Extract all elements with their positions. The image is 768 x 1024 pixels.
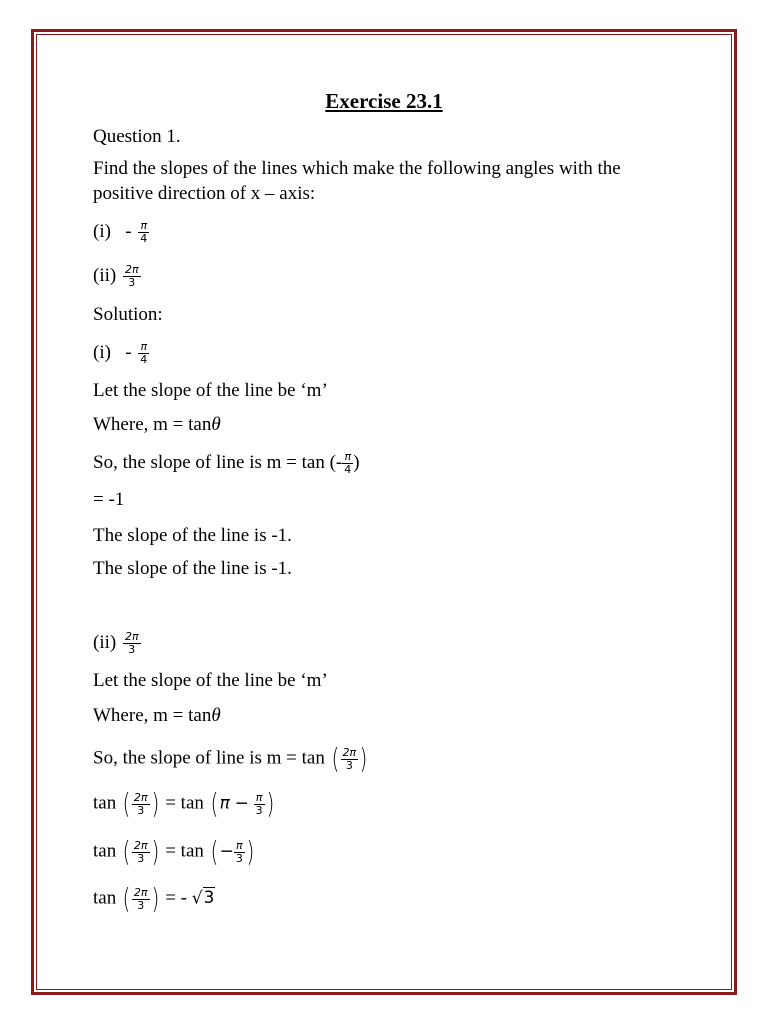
denominator: 4 <box>140 353 148 366</box>
fraction-pi-over-4 <box>138 341 149 366</box>
left-paren: ( <box>122 787 131 820</box>
denominator: 4 <box>344 463 352 476</box>
where-label: Where, m = tan <box>93 705 212 726</box>
equation-step-1 <box>93 787 276 820</box>
slope-formula-i <box>93 451 360 476</box>
solution-label: Solution: <box>93 304 163 325</box>
fraction-pi-over-4 <box>342 451 353 476</box>
where-label: Where, m = tan <box>93 414 212 435</box>
slope-formula-ii <box>93 742 369 775</box>
part-label: (ii) <box>93 264 117 286</box>
fraction-pi-over-4 <box>138 220 149 245</box>
let-slope-text-ii: Let the slope of the line be ‘m’ <box>93 670 328 691</box>
exercise-title: Exercise 23.1 <box>325 89 443 113</box>
fraction-2pi-over-3 <box>132 792 150 817</box>
where-text-ii <box>93 705 221 727</box>
right-paren: ) <box>246 835 255 868</box>
left-paren: ( <box>331 742 339 775</box>
equation-step-2 <box>93 835 256 868</box>
minus-sign: - <box>125 220 132 242</box>
slope-conclusion-2: The slope of the line is -1. <box>93 558 292 579</box>
numerator: 2π <box>124 263 139 276</box>
equals-minus: = - <box>165 887 188 909</box>
tan-label: tan <box>93 792 117 814</box>
equals-tan: = tan <box>165 792 204 814</box>
denominator: 3 <box>235 851 243 865</box>
right-paren: ) <box>266 787 274 820</box>
solution-part-ii <box>93 631 143 656</box>
left-paren: ( <box>122 882 131 915</box>
close-paren: ) <box>353 451 360 473</box>
numerator: π <box>234 840 245 853</box>
slope-formula-text: So, the slope of line is m = tan <box>93 747 325 769</box>
question-part-i <box>93 220 151 245</box>
numerator: π <box>342 451 353 464</box>
denominator: 3 <box>345 758 353 772</box>
numerator: π <box>254 792 265 805</box>
sqrt-value: 3 <box>203 888 215 909</box>
right-paren: ) <box>151 787 159 820</box>
numerator: 2π <box>133 885 148 899</box>
solution-part-i <box>93 341 151 366</box>
part-label: (i) <box>93 220 111 242</box>
fraction-2pi-over-3 <box>123 264 141 289</box>
sqrt-symbol: √ <box>191 888 203 909</box>
equals-tan: = tan <box>165 840 204 862</box>
right-paren: ) <box>359 742 368 775</box>
denominator: 3 <box>137 898 145 912</box>
right-paren: ) <box>151 835 159 868</box>
question-line-1: Find the slopes of the lines which make the following angles with the <box>93 158 621 179</box>
numerator: π <box>138 341 149 354</box>
denominator: 3 <box>255 803 263 817</box>
let-slope-text: Let the slope of the line be ‘m’ <box>93 380 328 401</box>
minus-sign: - <box>125 341 132 363</box>
part-label: (ii) <box>93 631 117 653</box>
tan-label: tan <box>93 887 117 909</box>
fraction-2pi-over-3 <box>123 631 141 656</box>
numerator: 2π <box>133 838 148 852</box>
denominator: 3 <box>137 803 145 817</box>
fraction-pi-over-3 <box>234 840 245 865</box>
tan-label: tan <box>93 840 117 862</box>
denominator: 3 <box>137 851 145 865</box>
numerator: 2π <box>124 630 139 643</box>
left-paren: ( <box>122 835 131 868</box>
denominator: 3 <box>128 643 136 656</box>
part-label: (i) <box>93 341 111 363</box>
pi-symbol: π <box>219 793 230 814</box>
theta-symbol: θ <box>211 414 221 435</box>
minus-symbol: − <box>219 841 234 862</box>
theta-symbol: θ <box>211 705 221 726</box>
minus-symbol: − <box>234 793 249 814</box>
question-line-2: positive direction of x – axis: <box>93 183 316 204</box>
question-label: Question 1. <box>93 126 181 147</box>
slope-conclusion-1: The slope of the line is -1. <box>93 525 292 546</box>
numerator: π <box>138 220 149 233</box>
right-paren: ) <box>151 882 159 915</box>
denominator: 4 <box>140 232 148 245</box>
denominator: 3 <box>128 276 136 289</box>
numerator: 2π <box>133 790 148 804</box>
fraction-2pi-over-3 <box>132 887 150 912</box>
fraction-2pi-over-3 <box>341 747 359 772</box>
result-neg-1: = -1 <box>93 489 125 510</box>
question-part-ii <box>93 264 143 289</box>
equation-step-3 <box>93 882 215 915</box>
where-text <box>93 414 221 436</box>
numerator: 2π <box>342 745 357 759</box>
slope-formula-text: So, the slope of line is m = tan (- <box>93 451 343 473</box>
left-paren: ( <box>210 787 218 820</box>
fraction-pi-over-3 <box>254 792 265 817</box>
fraction-2pi-over-3 <box>132 840 150 865</box>
left-paren: ( <box>210 835 218 868</box>
